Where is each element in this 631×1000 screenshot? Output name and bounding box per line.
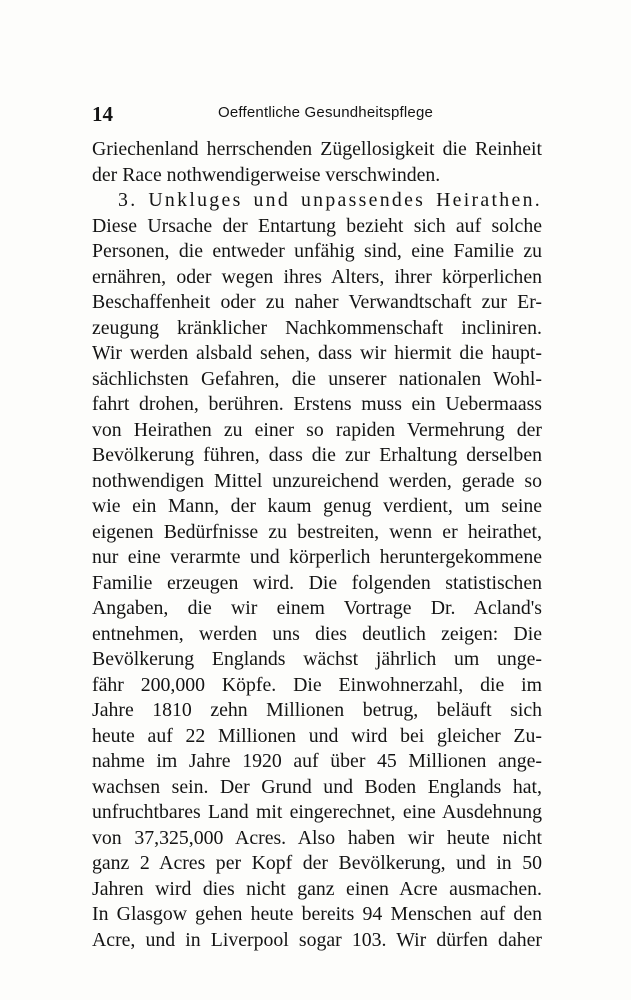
- running-title: Oeffentliche Gesundheitspflege: [218, 104, 434, 121]
- section-heading-line: 3. Unkluges und unpassendes Heirathen.: [118, 189, 542, 211]
- text-line: Beschaffenheit oder zu naher Verwandtschaft zur Er-: [92, 291, 542, 313]
- text-line: nothwendigen Mittel unzureichend werden, gerade so: [92, 469, 542, 492]
- text-line: wachsen sein. Der Grund und Boden Englands hat,: [92, 775, 542, 798]
- text-line: Diese Ursache der Entartung bezieht sich auf solche: [92, 214, 542, 237]
- text-line: von Heirathen zu einer so rapiden Vermehrung der: [92, 418, 542, 441]
- text-line: entnehmen, werden uns dies deutlich zeigen: Die: [92, 622, 542, 645]
- text-line: zeugung kränklicher Nachkommenschaft incliniren.: [92, 316, 542, 339]
- text-line: fahrt drohen, berühren. Erstens muss ein Uebermaass: [92, 393, 542, 415]
- text-line: fähr 200,000 Köpfe. Die Einwohnerzahl, die im: [92, 673, 542, 696]
- text-line: Bevölkerung Englands wächst jährlich um unge-: [92, 648, 542, 670]
- text-line: ernähren, oder wegen ihres Alters, ihrer körperlichen: [92, 265, 542, 288]
- text-line: unfruchtbares Land mit eingerechnet, eine Ausdehnung: [92, 801, 542, 823]
- text-line: Wir werden alsbald sehen, dass wir hiermit die haupt-: [92, 342, 542, 364]
- text-line: Jahren wird dies nicht ganz einen Acre ausmachen.: [92, 877, 542, 900]
- text-line: Acre, und in Liverpool sogar 103. Wir dürfen daher: [92, 928, 542, 951]
- text-line: Angaben, die wir einem Vortrage Dr. Acland's: [92, 597, 542, 619]
- text-line: nahme im Jahre 1920 auf über 45 Millionen ange-: [92, 750, 542, 772]
- body-text: [92, 137, 542, 953]
- text-line: Personen, die entweder unfähig sind, eine Familie zu: [92, 240, 542, 262]
- text-line: ganz 2 Acres per Kopf der Bevölkerung, und in 50: [92, 852, 542, 874]
- text-line: wie ein Mann, der kaum genug verdient, um seine: [92, 495, 542, 517]
- text-line: eigenen Bedürfnisse zu bestreiten, wenn er heirathet,: [92, 520, 542, 543]
- text-line: heute auf 22 Millionen und wird bei gleicher Zu-: [92, 724, 542, 747]
- text-line: Jahre 1810 zehn Millionen betrug, beläuft sich: [92, 699, 542, 721]
- text-line: von 37,325,000 Acres. Also haben wir heute nicht: [92, 826, 542, 849]
- page-number: 14: [92, 102, 113, 126]
- text-line: nur eine verarmte und körperlich heruntergekommene: [92, 546, 542, 568]
- text-line: In Glasgow gehen heute bereits 94 Menschen auf den: [92, 903, 542, 925]
- text-line: Bevölkerung führen, dass die zur Erhaltung derselben: [92, 444, 542, 466]
- text-line: Griechenland herrschenden Zügellosigkeit die Reinheit: [92, 138, 542, 160]
- text-line: der Race nothwendigerweise verschwinden.: [92, 163, 441, 186]
- page-header: [92, 102, 542, 126]
- text-line: Familie erzeugen wird. Die folgenden statistischen: [92, 571, 542, 594]
- text-line: sächlichsten Gefahren, die unserer nationalen Wohl-: [92, 367, 542, 390]
